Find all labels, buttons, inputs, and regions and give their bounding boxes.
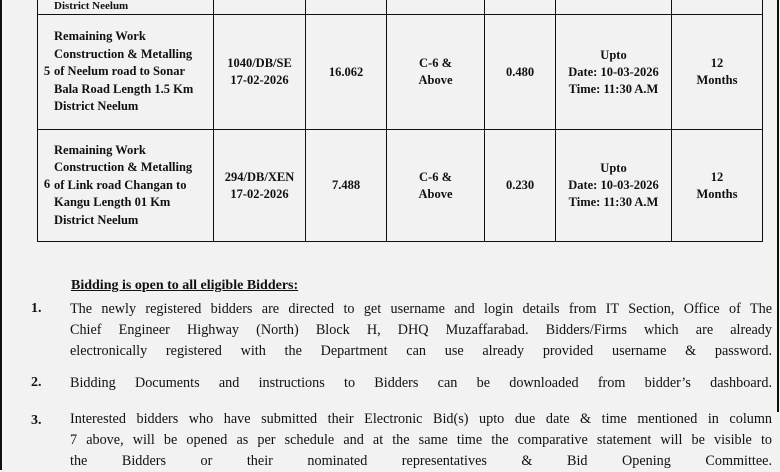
item-number: 3. [31, 413, 42, 428]
serial-number: 5 [43, 63, 51, 78]
reference-cell [214, 15, 306, 130]
reference-cell [214, 130, 306, 242]
work-line: District Neelum [54, 212, 139, 227]
page-border-left [0, 0, 2, 470]
item-number: 2. [31, 375, 42, 390]
reference-number: 1040/DB/SE [227, 56, 292, 70]
reference-date: 17-02-2026 [230, 73, 289, 87]
serial-number: 6 [43, 177, 51, 192]
completion-period-cell: 12 Months [672, 130, 763, 242]
item-line: Chief Engineer Highway (North) Block H, DHQ Muzaffarabad. Bidders/Firms which are already [70, 322, 772, 338]
item-line: electronically registered with the Department can use already provided username & password. [70, 343, 772, 359]
item-number: 1. [31, 301, 42, 316]
earnest-money: 0.230 [485, 130, 556, 242]
work-line: Construction & Metalling [54, 160, 193, 175]
work-line: Remaining Work [54, 29, 146, 44]
estimated-cost: 16.062 [306, 15, 387, 130]
work-description-cell [38, 15, 214, 130]
work-cell-previous [38, 0, 214, 15]
bidding-heading: Bidding is open to all eligible Bidders: [71, 278, 299, 293]
earnest-money: 0.480 [485, 15, 556, 130]
work-line: Remaining Work [54, 142, 146, 157]
item-line: 7 above, will be opened as per schedule and at the same time the comparative statement will be visible to [70, 432, 772, 448]
work-line: Construction & Metalling [54, 46, 193, 61]
table-row [38, 15, 763, 130]
item-line: the Bidders or their nominated representatives & Bid Opening Committee. [70, 453, 772, 469]
work-line: Bala Road Length 1.5 Km [54, 81, 194, 96]
previous-row-fragment: District Neelum [54, 0, 129, 12]
page-border-right [777, 0, 779, 412]
item-line: Interested bidders who have submitted their Electronic Bid(s) upto due date & time mentioned in column [70, 411, 772, 427]
item-line: The newly registered bidders are directed to get username and login details from IT Section, Office of The [70, 301, 772, 317]
work-description-cell [38, 130, 214, 242]
table-row-previous [38, 0, 763, 15]
category-cell: C-6 & Above [387, 15, 485, 130]
work-line: District Neelum [54, 99, 139, 114]
tender-works-table [37, 0, 763, 242]
table-row [38, 130, 763, 242]
category-cell: C-6 & Above [387, 130, 485, 242]
submission-date-cell: Upto Date: 10-03-2026 Time: 11:30 A.M [556, 130, 672, 242]
completion-period-cell: 12 Months [672, 15, 763, 130]
work-line: of Link road Changan to [54, 177, 187, 192]
item-line: Bidding Documents and instructions to Bidders can be downloaded from bidder’s dashboard. [70, 375, 772, 391]
estimated-cost: 7.488 [306, 130, 387, 242]
work-line: of Neelum road to Sonar [54, 64, 186, 79]
submission-date-cell: Upto Date: 10-03-2026 Time: 11:30 A.M [556, 15, 672, 130]
work-line: Kangu Length 01 Km [54, 195, 171, 210]
reference-date: 17-02-2026 [230, 186, 289, 201]
reference-number: 294/DB/XEN [224, 169, 295, 184]
